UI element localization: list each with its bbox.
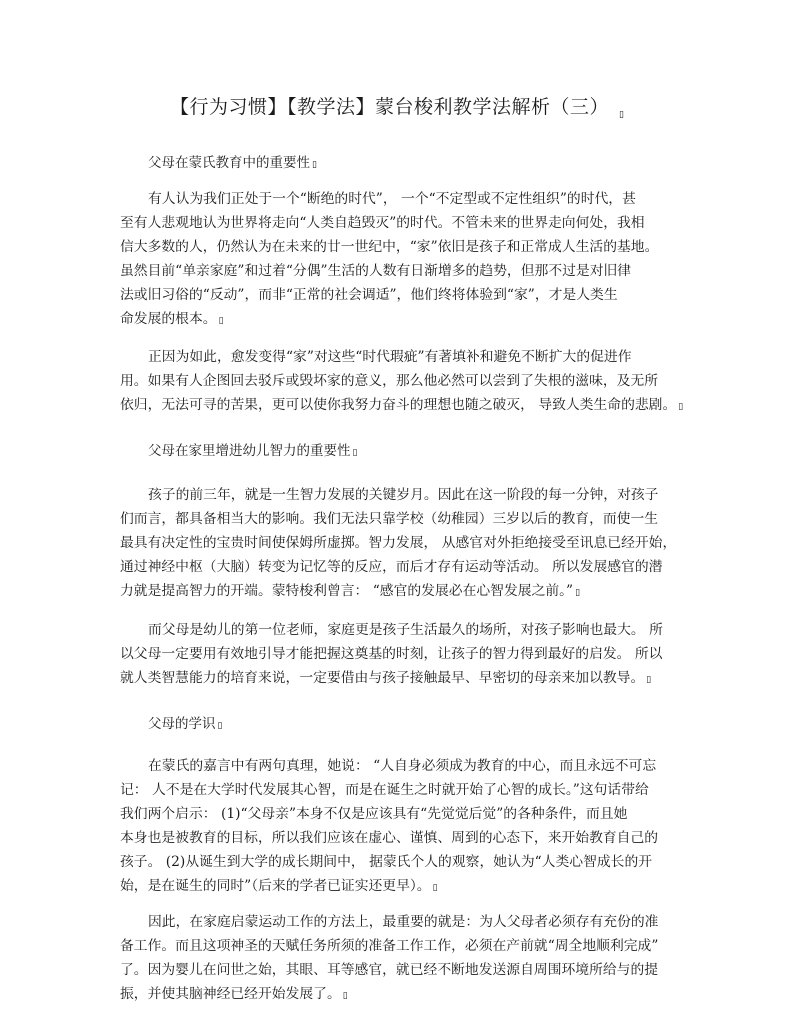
paragraph-line: 法或旧习俗的“反动”，而非“正常的社会调适”，他们终将体验到“家”，才是人类生	[120, 287, 618, 303]
paragraph-3	[120, 483, 700, 605]
paragraph-line: 我们两个启示： (1)“父母亲”本身不仅是应该具有“先觉觉后觉”的各种条件，而且她	[120, 806, 628, 822]
paragraph-line: 记： 人不是在大学时代发展其心智，而是在诞生之时就开始了心智的成长。”这句话带给	[120, 782, 649, 798]
document-title	[170, 92, 670, 120]
paragraph-line: 通过神经中枢（大脑）转变为记忆等的反应，而后才存有运动等活动。 所以发展感官的潜	[120, 559, 663, 575]
paragraph-line: 了。因为婴儿在问世之始，其眼、耳等感官，就已经不断地发送源自周围环境所给与的提	[120, 962, 659, 978]
paragraph-line: 们而言，都具备相当大的影响。我们无法只靠学校（幼稚园）三岁以后的教育，而使一生	[120, 511, 659, 527]
paragraph-line: 始，是在诞生的同时”（后来的学者已证实还更早）。 ▯	[120, 878, 438, 894]
section-heading-knowledge: 父母的学识 ▯	[148, 716, 223, 732]
paragraph-line: 依归，无法可寻的苦果，更可以使你我努力奋斗的理想也随之破灭， 导致人类生命的悲剧。 ▯	[120, 397, 684, 413]
paragraph-line: 在蒙氏的嘉言中有两句真理，她说： “人自身必须成为教育的中心，而且永远不可忘	[148, 758, 657, 774]
paragraph-line: 命发展的根本。 ▯	[120, 311, 224, 327]
paragraph-line: 用。如果有人企图回去驳斥或毁坏家的意义，那么他必然可以尝到了失根的滋味，及无所	[120, 373, 659, 389]
title-text: 【行为习惯】【教学法】蒙台梭利教学法解析（三）	[170, 96, 610, 118]
paragraph-line: 孩子的前三年，就是一生智力发展的关键岁月。因此在这一阶段的每一分钟，对孩子	[148, 487, 659, 503]
paragraph-6	[120, 910, 700, 1008]
paragraph-line: 振，并使其脑神经已经开始发展了。 ▯	[120, 986, 348, 1002]
paragraph-line: 就人类智慧能力的培育来说，一定要借由与孩子接触最早、早密切的母亲来加以教导。 ▯	[120, 670, 652, 686]
paragraph-line: 以父母一定要用有效地引导才能把握这奠基的时刻，让孩子的智力得到最好的启发。 所以	[120, 646, 663, 662]
paragraph-line: 孩子。 (2)从诞生到大学的成长期间中， 据蒙氏个人的观察，她认为“人类心智成长的开	[120, 854, 653, 870]
paragraph-line: 有人认为我们正处于一个“断绝的时代”， 一个“不定型或不定性组织”的时代，甚	[148, 191, 636, 207]
paragraph-line: 本身也是被教育的目标，所以我们应该在虚心、谨慎、周到的心态下，来开始教育自己的	[120, 830, 659, 846]
title-mark: ▯	[619, 110, 625, 120]
section-heading-importance: 父母在蒙氏教育中的重要性 ▯	[148, 155, 317, 171]
paragraph-2	[120, 345, 700, 419]
paragraph-line: 至有人悲观地认为世界将走向“人类自趋毁灭”的时代。不管未来的世界走向何处，我相	[120, 215, 645, 231]
paragraph-1	[120, 187, 700, 333]
paragraph-5	[120, 754, 700, 900]
paragraph-line: 信大多数的人，仍然认为在未来的廿一世纪中，“家”依旧是孩子和正常成人生活的基地。	[120, 239, 659, 255]
paragraph-4	[120, 618, 700, 692]
paragraph-line: 正因为如此，愈发变得“家”对这些“时代瑕疵”有著填补和避免不断扩大的促进作	[148, 349, 632, 365]
paragraph-line: 最具有决定性的宝贵时间使保姆所虚掷。智力发展， 从感官对外拒绝接受至讯息已经开始，	[120, 535, 677, 551]
section-heading-intelligence: 父母在家里增进幼儿智力的重要性 ▯	[148, 443, 358, 459]
paragraph-line: 而父母是幼儿的第一位老师，家庭更是孩子生活最久的场所，对孩子影响也最大。 所	[148, 622, 663, 638]
paragraph-line: 虽然目前“单亲家庭”和过着“分偶”生活的人数有日渐增多的趋势，但那不过是对旧律	[120, 263, 632, 279]
paragraph-line: 力就是提高智力的开端。蒙特梭利曾言： “感官的发展必在心智发展之前。” ▯	[120, 583, 581, 599]
paragraph-line: 因此，在家庭启蒙运动工作的方法上，最重要的就是：为人父母者必须存有充份的准	[148, 914, 659, 930]
paragraph-line: 备工作。而且这项神圣的天赋任务所须的准备工作工作，必须在产前就“周全地顺利完成”	[120, 938, 659, 954]
